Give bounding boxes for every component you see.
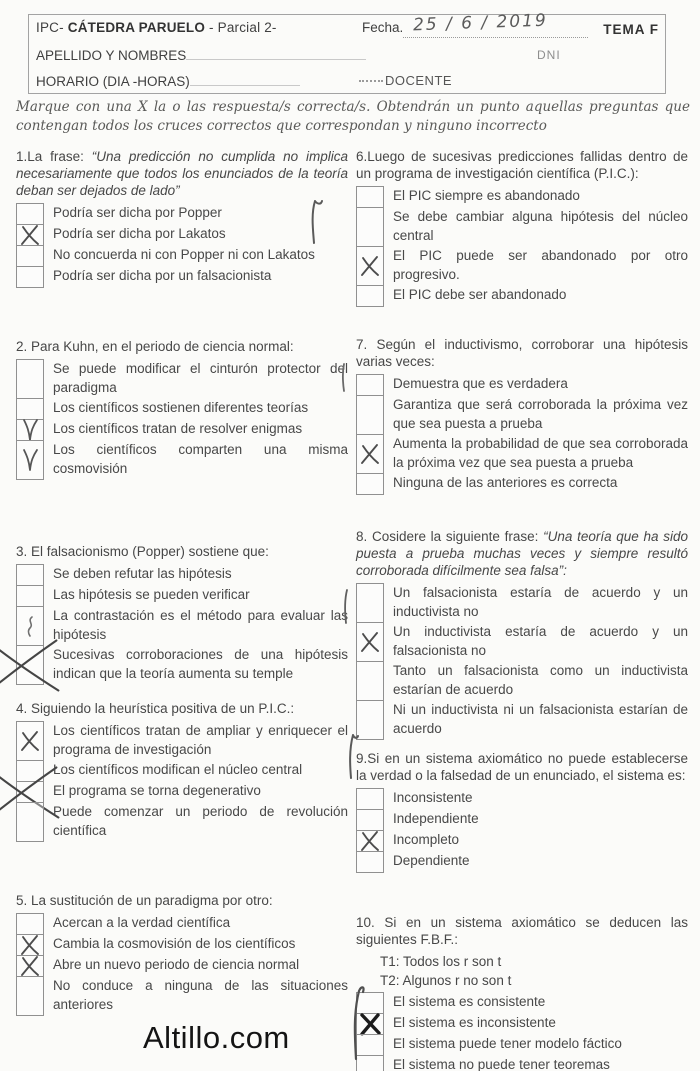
tema-label: TEMA F (603, 22, 659, 37)
question-2-text (16, 338, 348, 355)
option-row (16, 976, 348, 1016)
option-row (356, 622, 688, 662)
option-row (356, 1013, 688, 1035)
checkbox-q4-4[interactable] (16, 802, 44, 842)
checkbox-q6-1[interactable] (356, 186, 384, 208)
option-row (356, 207, 688, 247)
checkbox-q5-3[interactable] (16, 955, 44, 977)
question-5-lead: 5. La sustitución de un paradigma por otro: (16, 893, 273, 908)
question-10-options (356, 992, 688, 1071)
question-8-text (356, 528, 688, 579)
question-8-lead: 8. Cosidere la siguiente frase: (356, 529, 544, 544)
option-label: La contrastación es el método para evaluar las hipótesis (53, 608, 348, 642)
checkbox-q2-1[interactable] (16, 359, 44, 399)
option-label: No concuerda ni con Popper ni con Lakatos (53, 247, 315, 262)
question-2 (16, 338, 348, 479)
check-mark-icon (19, 448, 41, 472)
question-7 (356, 336, 688, 494)
option-row (16, 781, 348, 803)
checkbox-q5-4[interactable] (16, 976, 44, 1016)
option-row (356, 473, 688, 495)
option-label: Garantiza que será corroborada la próxima vez que sea puesta a prueba (393, 397, 688, 431)
option-row (16, 955, 348, 977)
bold-x-mark-icon (358, 1012, 382, 1036)
option-label: Se debe cambiar alguna hipótesis del núcleo central (393, 209, 688, 243)
option-row (16, 245, 348, 267)
checkbox-q10-2[interactable] (356, 1013, 384, 1035)
apellido-text: APELLIDO Y NOMBRES (36, 48, 187, 63)
checkbox-q2-3[interactable] (16, 419, 44, 441)
question-1-quote: “Una predicción no cumplida no implica necesariamente que todos los enunciados de la teoría deban ser dejados de lado” (16, 149, 348, 198)
checkbox-q10-1[interactable] (356, 992, 384, 1014)
option-label: Independiente (393, 811, 479, 826)
option-label: Cambia la cosmovisión de los científicos (53, 936, 296, 951)
option-row (16, 802, 348, 842)
option-row (16, 585, 348, 607)
option-row (16, 266, 348, 288)
apellido-field[interactable] (186, 45, 366, 60)
question-3 (16, 543, 348, 684)
option-row (16, 359, 348, 399)
check-mark-icon (19, 418, 41, 442)
docente-label: DOCENTE (359, 73, 452, 88)
option-row (356, 285, 688, 307)
option-row (16, 419, 348, 441)
question-9-options (356, 788, 688, 873)
checkbox-q7-1[interactable] (356, 374, 384, 396)
question-1 (16, 148, 348, 287)
question-10-lead: 10. Si en un sistema axiomático se deducen las siguientes F.B.F.: (356, 915, 688, 947)
fecha-label: Fecha. (362, 20, 404, 35)
option-row (356, 851, 688, 873)
question-1-lead: 1.La frase: (16, 149, 92, 164)
option-row (16, 913, 348, 935)
option-label: Podría ser dicha por un falsacionista (53, 268, 272, 283)
option-row (16, 224, 348, 246)
option-label: Puede comenzar un periodo de revolución científica (53, 804, 348, 838)
checkbox-q3-2[interactable] (16, 585, 44, 607)
option-label: Sucesivas corroboraciones de una hipótesis indican que la teoría aumenta su temple (53, 647, 348, 681)
option-label: No conduce a ninguna de las situaciones anteriores (53, 978, 348, 1012)
question-4-options (16, 721, 348, 842)
option-row (16, 440, 348, 480)
checkbox-q10-3[interactable] (356, 1034, 384, 1056)
option-label: Aumenta la probabilidad de que sea corroborada la próxima vez que sea puesta a prueba (393, 436, 688, 470)
x-mark-icon (359, 830, 381, 852)
question-7-lead: 7. Según el inductivismo, corroborar una hipótesis varias veces: (356, 337, 688, 369)
question-10-text (356, 914, 688, 948)
question-8-options (356, 583, 688, 740)
option-row (16, 645, 348, 685)
checkbox-q6-3[interactable] (356, 246, 384, 286)
horario-text: HORARIO (DIA -HORAS) (36, 74, 190, 89)
option-row (16, 760, 348, 782)
checkbox-q1-1[interactable] (16, 203, 44, 225)
question-3-options (16, 564, 348, 685)
course-suffix: - Parcial 2- (205, 20, 277, 35)
altillo-watermark: Altillo.com (143, 1020, 290, 1055)
question-1-options (16, 203, 348, 288)
option-label: Dependiente (393, 853, 470, 868)
option-row (356, 434, 688, 474)
option-label: Ni un inductivista ni un falsacionista estarían de acuerdo (393, 702, 688, 736)
question-5-options (16, 913, 348, 1016)
option-row (356, 661, 688, 701)
question-7-text (356, 336, 688, 370)
option-label: Demuestra que es verdadera (393, 376, 568, 391)
checkbox-q1-2[interactable] (16, 224, 44, 246)
checkbox-q7-4[interactable] (356, 473, 384, 495)
option-label: El PIC puede ser abandonado por otro progresivo. (393, 248, 688, 282)
option-label: El sistema es consistente (393, 994, 546, 1009)
question-3-lead: 3. El falsacionismo (Popper) sostiene que: (16, 544, 269, 559)
option-label: El sistema puede tener modelo fáctico (393, 1036, 622, 1051)
option-label: Se puede modificar el cinturón protector del paradigma (53, 361, 348, 395)
option-label: Los científicos tratan de resolver enigmas (53, 421, 303, 436)
option-label: Las hipótesis se pueden verificar (53, 587, 250, 602)
checkbox-q6-2[interactable] (356, 207, 384, 247)
option-label: El sistema no puede tener teoremas (393, 1057, 610, 1071)
x-mark-icon (359, 443, 381, 465)
option-row (16, 721, 348, 761)
option-label: Un falsacionista estaría de acuerdo y un inductivista no (393, 585, 688, 619)
checkbox-q1-3[interactable] (16, 245, 44, 267)
question-3-text (16, 543, 348, 560)
option-label: Podría ser dicha por Popper (53, 205, 222, 220)
checkbox-q9-3[interactable] (356, 830, 384, 852)
checkbox-q8-2[interactable] (356, 622, 384, 662)
checkbox-q2-2[interactable] (16, 398, 44, 420)
checkbox-q9-2[interactable] (356, 809, 384, 831)
option-label: Los científicos sostienen diferentes teorías (53, 400, 309, 415)
checkbox-q2-4[interactable] (16, 440, 44, 480)
checkbox-q5-2[interactable] (16, 934, 44, 956)
x-mark-icon (19, 730, 41, 752)
option-row (356, 809, 688, 831)
big-x-mark-icon (0, 636, 64, 698)
checkbox-q10-4[interactable] (356, 1055, 384, 1071)
fecha-handwritten-value: 25 / 6 / 2019 (412, 10, 549, 36)
option-row (356, 700, 688, 740)
x-mark-icon (19, 955, 41, 977)
checkbox-q9-1[interactable] (356, 788, 384, 810)
checkbox-q4-1[interactable] (16, 721, 44, 761)
checkbox-q8-4[interactable] (356, 700, 384, 740)
apellido-label (36, 45, 658, 63)
question-2-options (16, 359, 348, 480)
exam-instructions: Marque con una X la o las respuesta/s correcta/s. Obtendrán un punto aquellas preguntas que contengan todos los cruces correctos que correspondan y ninguno incorrecto (16, 99, 690, 134)
checkbox-q8-1[interactable] (356, 583, 384, 623)
option-label: Se deben refutar las hipótesis (53, 566, 232, 581)
checkbox-q4-3[interactable] (16, 781, 44, 803)
option-row (16, 564, 348, 586)
x-mark-icon (19, 934, 41, 956)
option-row (356, 830, 688, 852)
option-label: Podría ser dicha por Lakatos (53, 226, 226, 241)
option-label: Un inductivista estaría de acuerdo y un falsacionista no (393, 624, 688, 658)
option-label: Los científicos comparten una misma cosmovisión (53, 442, 348, 476)
option-row (356, 374, 688, 396)
option-label: Tanto un falsacionista como un inductivista estarían de acuerdo (393, 663, 688, 697)
option-row (356, 583, 688, 623)
question-10-premise-1: T1: Todos los r son t (380, 954, 502, 969)
option-row (356, 992, 688, 1014)
option-label: Inconsistente (393, 790, 473, 805)
question-9-text (356, 750, 688, 784)
question-4-text (16, 700, 348, 717)
question-2-lead: 2. Para Kuhn, en el periodo de ciencia normal: (16, 339, 294, 354)
option-label: El sistema es inconsistente (393, 1015, 556, 1030)
option-row (356, 395, 688, 435)
checkbox-q3-1[interactable] (16, 564, 44, 586)
question-4 (16, 700, 348, 841)
question-9 (356, 750, 688, 872)
checkbox-q7-2[interactable] (356, 395, 384, 435)
question-8 (356, 528, 688, 739)
horario-label (36, 71, 658, 89)
question-5 (16, 892, 348, 1015)
checkbox-q5-1[interactable] (16, 913, 44, 935)
option-row (16, 203, 348, 225)
option-row (16, 606, 348, 646)
option-label: Los científicos modifican el núcleo central (53, 762, 303, 777)
checkbox-q3-4[interactable] (16, 645, 44, 685)
option-row (356, 1055, 688, 1071)
x-mark-icon (359, 255, 381, 277)
course-name: CÁTEDRA PARUELO (67, 20, 206, 35)
option-row (356, 186, 688, 208)
option-row (356, 788, 688, 810)
option-label: Los científicos tratan de ampliar y enriquecer el programa de investigación (53, 723, 348, 757)
question-10 (356, 914, 688, 1071)
option-row (16, 934, 348, 956)
horario-field[interactable] (190, 71, 300, 86)
option-label: Acercan a la verdad científica (53, 915, 231, 930)
checkbox-q7-3[interactable] (356, 434, 384, 474)
question-6-text (356, 148, 688, 182)
checkbox-q8-3[interactable] (356, 661, 384, 701)
option-row (16, 398, 348, 420)
dni-label: DNI (537, 48, 561, 62)
question-5-text (16, 892, 348, 909)
squiggle-mark-icon (21, 615, 39, 637)
checkbox-q6-4[interactable] (356, 285, 384, 307)
question-6-lead: 6.Luego de sucesivas predicciones fallidas dentro de un programa de investigación científica (P.I.C.): (356, 149, 688, 181)
question-10-premise-2: T2: Algunos r no son t (380, 973, 512, 988)
option-row (356, 1034, 688, 1056)
option-row (356, 246, 688, 286)
option-label: Incompleto (393, 832, 460, 847)
question-9-lead: 9.Si en un sistema axiomático no puede establecerse la verdad o la falsedad de un enunciado, el sistema es: (356, 751, 688, 783)
option-label: El programa se torna degenerativo (53, 783, 261, 798)
option-label: Abre un nuevo periodo de ciencia normal (53, 957, 300, 972)
option-label: Ninguna de las anteriores es correcta (393, 475, 618, 490)
checkbox-q1-4[interactable] (16, 266, 44, 288)
question-6 (356, 148, 688, 306)
exam-header (28, 10, 666, 94)
question-4-lead: 4. Siguiendo la heurística positiva de un P.I.C.: (16, 701, 295, 716)
checkbox-q9-4[interactable] (356, 851, 384, 873)
option-label: El PIC debe ser abandonado (393, 287, 567, 302)
question-8-quote: “Una teoría que ha sido puesta a prueba muchas veces y siempre resultó corroborada difícilmente sea falsa”: (356, 529, 688, 578)
question-1-text (16, 148, 348, 199)
x-mark-icon (19, 224, 41, 246)
option-label: El PIC siempre es abandonado (393, 188, 580, 203)
x-mark-icon (359, 631, 381, 653)
question-6-options (356, 186, 688, 307)
question-7-options (356, 374, 688, 495)
course-prefix: IPC- (36, 20, 68, 35)
